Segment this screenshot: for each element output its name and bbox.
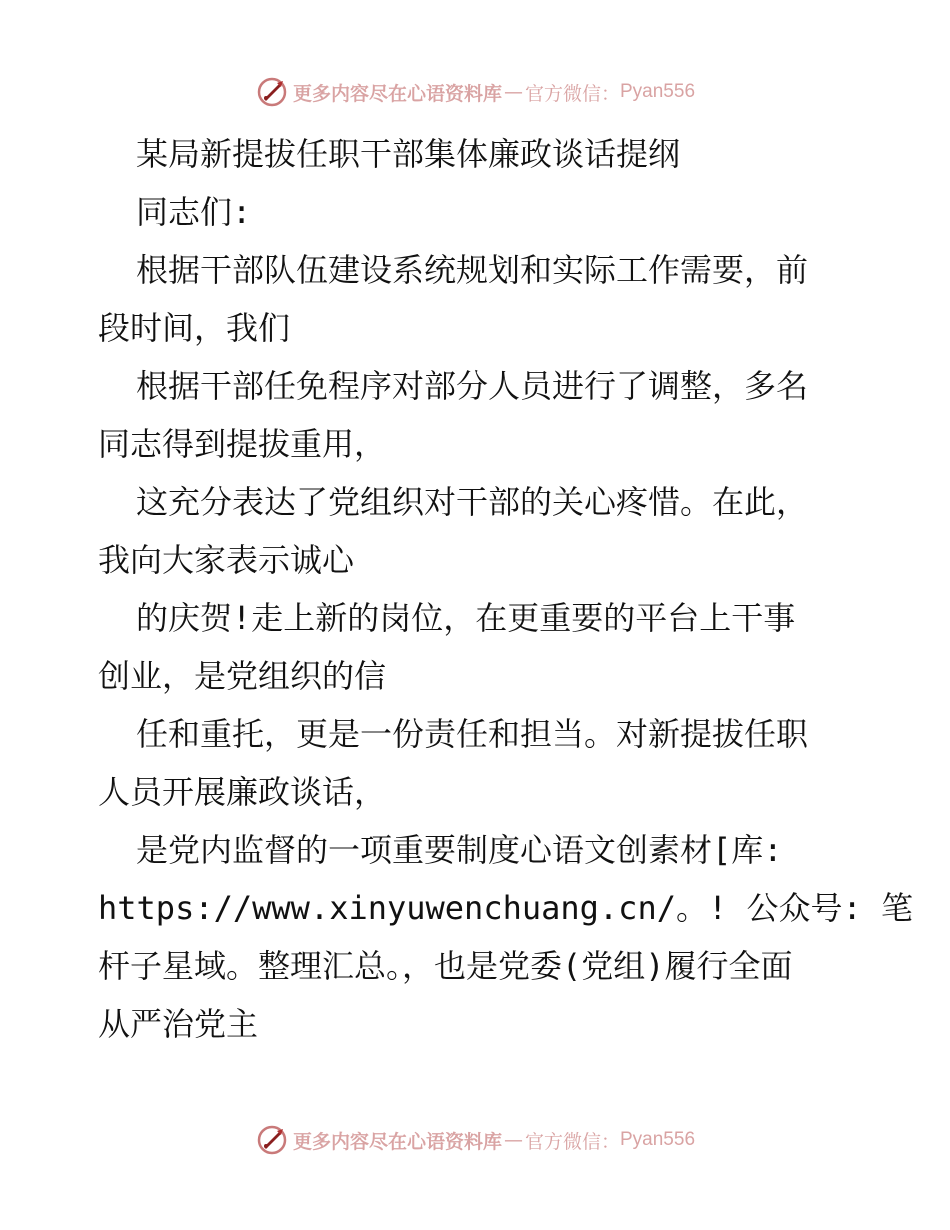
footer-watermark-banner [0,1120,950,1160]
banner-separator: — [503,1129,523,1151]
banner-wechat-label: 官方微信： [524,1130,620,1153]
text-line: 的庆贺!走上新的岗位，在更重要的平台上干事 [136,599,796,637]
text-line: 同志得到提拔重用， [98,425,387,463]
text-line: 人员开展廉政谈话， [98,773,387,811]
url-line: https://www.xinyuwenchuang.cn/。! 公众号: 笔 [98,889,914,927]
text-line: 创业，是党组织的信 [98,657,387,695]
banner-text: 更多内容尽在心语资料库 [292,1130,502,1153]
header-watermark-banner [0,72,950,112]
banner-wechat-id: Pyan556 [620,1129,696,1150]
quill-pen-logo-icon [255,1123,289,1157]
text-line: 这充分表达了党组织对干部的关心疼惜。在此， [136,483,809,521]
text-line: 从严治党主 [98,1005,259,1043]
text-line: 根据干部任免程序对部分人员进行了调整，多名 [136,367,809,405]
salutation: 同志们: [136,193,252,231]
text-line: 杆子星域。整理汇总。，也是党委(党组)履行全面 [98,947,793,985]
document-title: 某局新提拔任职干部集体廉政谈话提纲 [136,135,681,173]
quill-pen-logo-icon [255,75,289,109]
text-line: 是党内监督的一项重要制度心语文创素材[库: [136,831,783,869]
banner-wechat-label: 官方微信： [524,82,620,105]
text-line: 任和重托，更是一份责任和担当。对新提拔任职 [136,715,809,753]
text-line: 段时间，我们 [98,309,291,347]
text-line: 根据干部队伍建设系统规划和实际工作需要，前 [136,251,809,289]
banner-text: 更多内容尽在心语资料库 [292,82,502,105]
banner-separator: — [503,81,523,103]
banner-wechat-id: Pyan556 [620,81,696,102]
text-line: 我向大家表示诚心 [98,541,355,579]
document-body [98,125,914,1053]
